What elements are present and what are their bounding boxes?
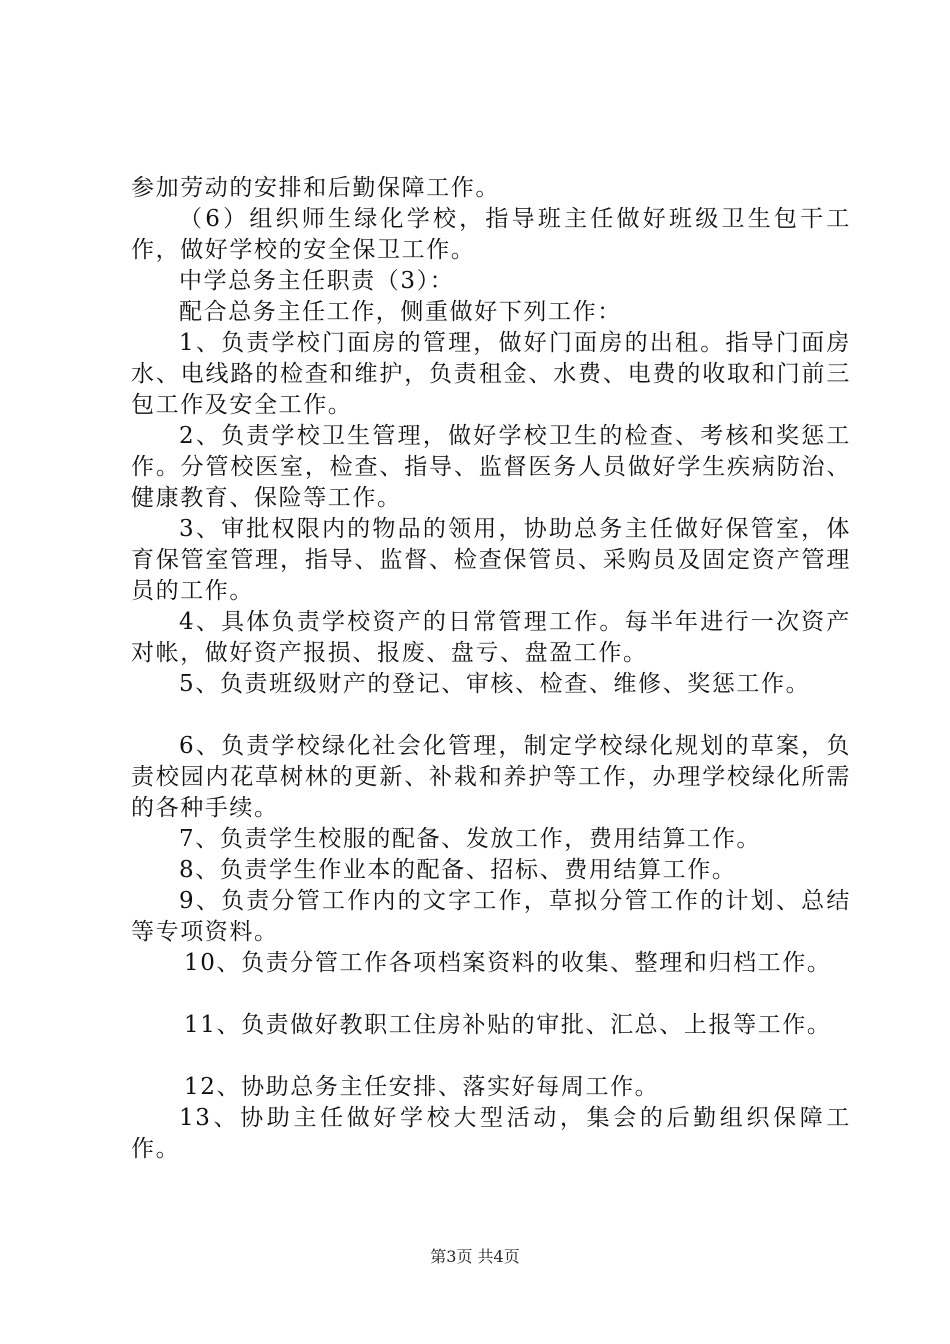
duty-item-9: 9、负责分管工作内的文字工作，草拟分管工作的计划、总结等专项资料。 — [131, 888, 851, 945]
duty-item-5: 5、负责班级财产的登记、审核、检查、维修、奖惩工作。 — [179, 671, 811, 697]
duty-item-6: 6、负责学校绿化社会化管理，制定学校绿化规划的草案，负责校园内花草树林的更新、补栽和养护等工作，办理学校绿化所需的各种手续。 — [131, 733, 851, 821]
duty-item-4: 4、具体负责学校资产的日常管理工作。每半年进行一次资产对帐，做好资产报损、报废、盘亏、盘盈工作。 — [131, 609, 851, 666]
section-intro: 配合总务主任工作，侧重做好下列工作： — [179, 299, 622, 325]
duty-item-8: 8、负责学生作业本的配备、招标、费用结算工作。 — [179, 857, 737, 883]
duty-item-2: 2、负责学校卫生管理，做好学校卫生的检查、考核和奖惩工作。分管校医室，检查、指导、监督医务人员做好学生疾病防治、健康教育、保险等工作。 — [131, 423, 851, 511]
blank-line — [131, 979, 851, 1010]
page-number-footer: 第3页 共4页 — [430, 1247, 520, 1266]
duty-item-11: 11、负责做好教职工住房补贴的审批、汇总、上报等工作。 — [184, 1012, 832, 1038]
duty-item-12: 12、协助总务主任安排、落实好每周工作。 — [184, 1074, 660, 1100]
duty-item-13: 13、协助主任做好学校大型活动，集会的后勤组织保障工作。 — [131, 1105, 851, 1162]
duty-item-10: 10、负责分管工作各项档案资料的收集、整理和归档工作。 — [184, 950, 832, 976]
paragraph-continuation: 参加劳动的安排和后勤保障工作。 — [131, 175, 500, 201]
paragraph-item-6-greening: （6）组织师生绿化学校，指导班主任做好班级卫生包干工作，做好学校的安全保卫工作。 — [131, 206, 851, 263]
document-body — [131, 173, 851, 1165]
duty-item-1: 1、负责学校门面房的管理，做好门面房的出租。指导门面房水、电线路的检查和维护，负责租金、水费、电费的收取和门前三包工作及安全工作。 — [131, 330, 851, 418]
blank-line — [131, 700, 851, 731]
blank-line — [131, 1041, 851, 1072]
duty-item-3: 3、审批权限内的物品的领用，协助总务主任做好保管室，体育保管室管理，指导、监督、检查保管员、采购员及固定资产管理员的工作。 — [131, 516, 851, 604]
duty-item-7: 7、负责学生校服的配备、发放工作，费用结算工作。 — [179, 826, 762, 852]
section-heading: 中学总务主任职责（3）： — [179, 268, 455, 294]
